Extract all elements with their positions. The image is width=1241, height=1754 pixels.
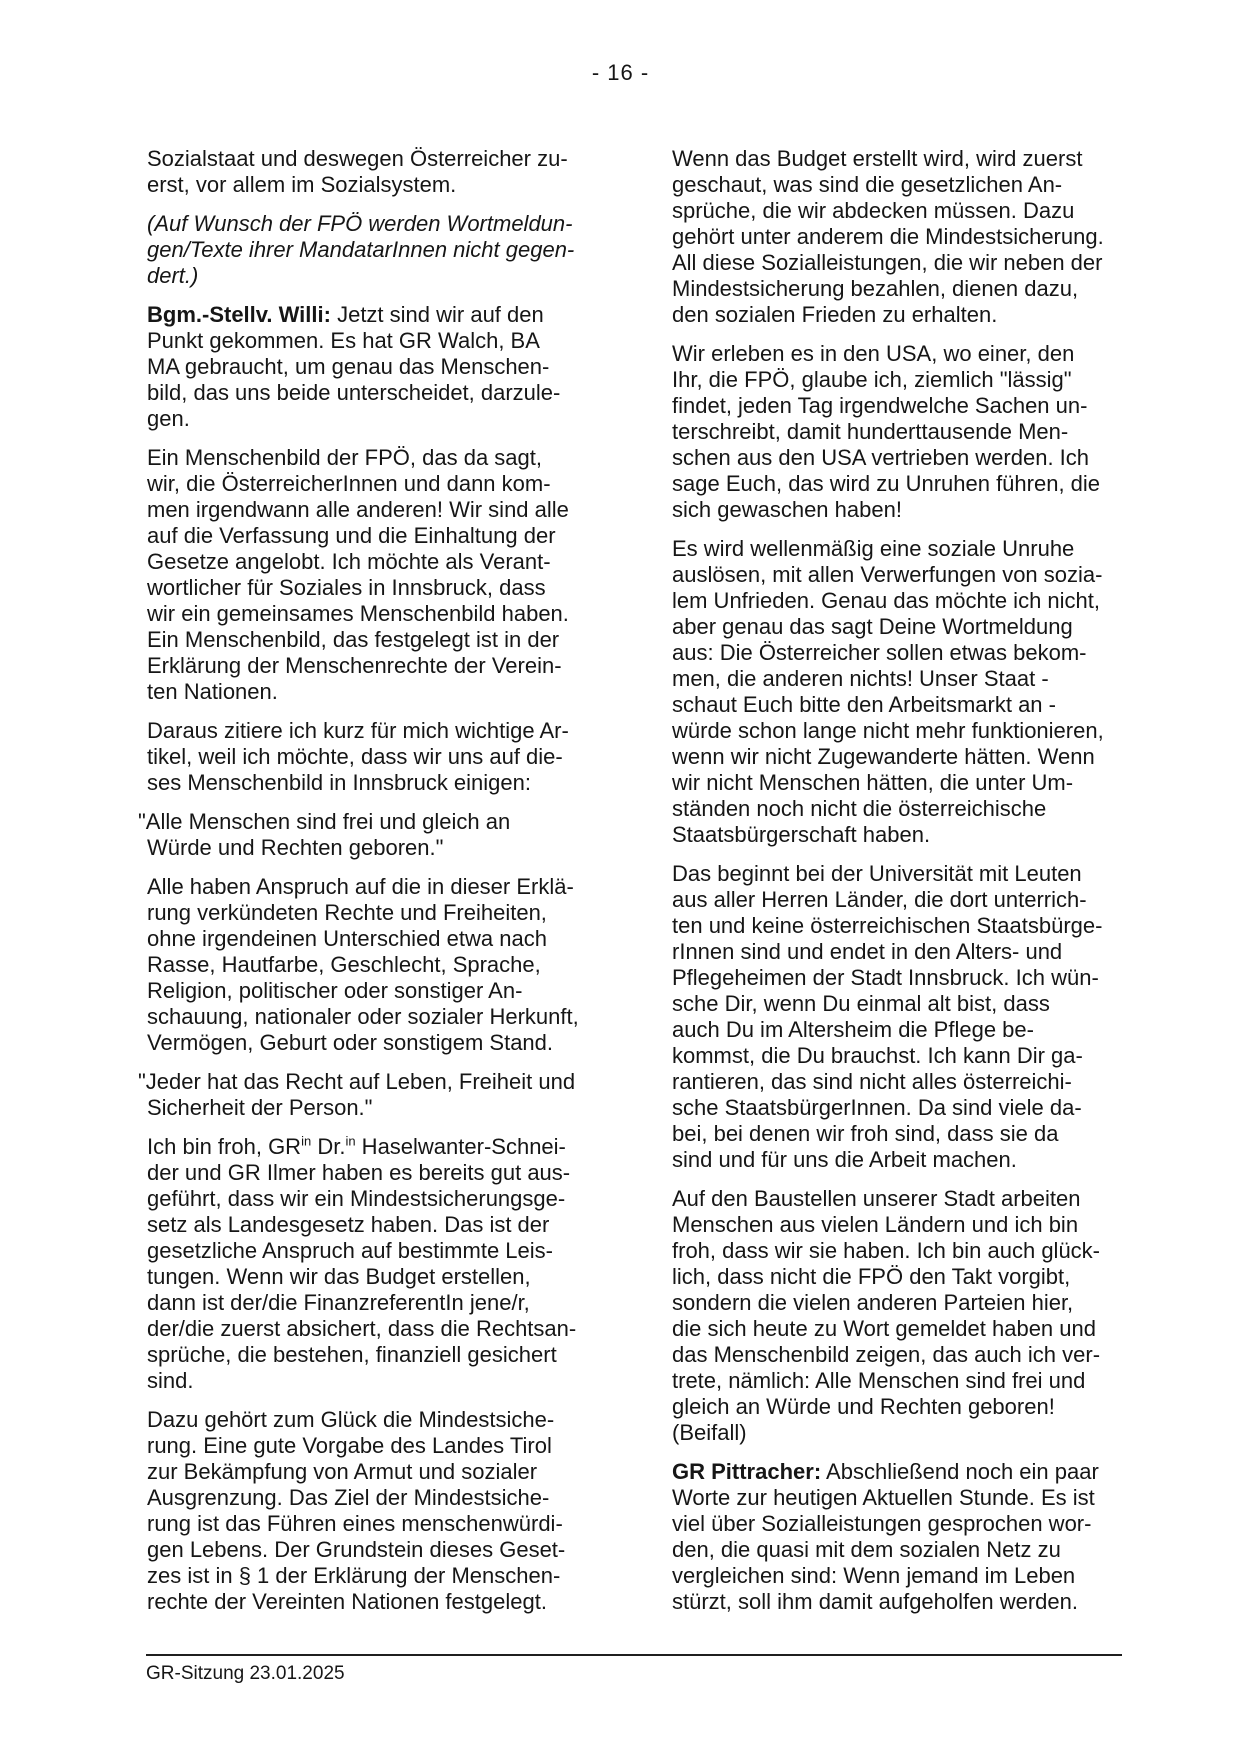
paragraph: Ein Menschenbild der FPÖ, das da sagt, wir, die ÖsterreicherInnen und dann kom- men irgendwann alle anderen! Wir sind alle auf die Verfassung und die Einhaltung der Gesetze angelobt. Ich möchte als Verant- wortlicher für Soziales in Innsbruck, dass wir ein gemeinsames Menschenbild haben. Ein Menschenbild, das festgelegt ist in der Erklärung der Menschenrechte der Verein- ten Nationen. [147, 445, 569, 704]
paragraph: GR Pittracher: Abschließend noch ein paar Worte zur heutigen Aktuellen Stunde. Es ist viel über Sozialleistungen gesprochen wor- den, die quasi mit dem sozialen Netz zu vergleichen sind: Wenn jemand im Leben stürzt, soll ihm damit aufgeholfen werden. [672, 1459, 1099, 1614]
paragraph: "Jeder hat das Recht auf Leben, Freiheit und Sicherheit der Person." [138, 1069, 576, 1120]
paragraph: Auf den Baustellen unserer Stadt arbeiten Menschen aus vielen Ländern und ich bin froh, dass wir sie haben. Ich bin auch glück- lich, dass nicht die FPÖ den Takt vorgibt, sondern die vielen anderen Parteien hier, die sich heute zu Wort gemeldet haben und das Menschenbild zeigen, das auch ich ver- trete, nämlich: Alle Menschen sind frei und gleich an Würde und Rechten geboren! (Beifall) [672, 1186, 1101, 1445]
paragraph: Das beginnt bei der Universität mit Leuten aus aller Herren Länder, die dort unterrich- ten und keine österreichischen Staatsbürge- rInnen sind und endet in den Alters- und Pflegeheimen der Stadt Innsbruck. Ich wün- sche Dir, wenn Du einmal alt bist, dass auch Du im Altersheim die Pflege be- kommst, die Du brauchst. Ich kann Dir ga- rantieren, das sind nicht alles österreichi- sche StaatsbürgerInnen. Da sind viele da- bei, bei denen wir froh sind, dass sie da sind und für uns die Arbeit machen. [672, 861, 1103, 1172]
paragraph: Bgm.-Stellv. Willi: Jetzt sind wir auf den Punkt gekommen. Es hat GR Walch, BA MA gebraucht, um genau das Menschen- bild, das uns beide unterscheidet, darzule- gen. [147, 302, 561, 431]
paragraph: Es wird wellenmäßig eine soziale Unruhe auslösen, mit allen Verwerfungen von sozia- lem Unfrieden. Genau das möchte ich nicht, aber genau das sagt Deine Wortmeldung aus: Die Österreicher sollen etwas bekom- men, die anderen nichts! Unser Staat - schaut Euch bitte den Arbeitsmarkt an - würde schon lange nicht mehr funktionieren, wenn wir nicht Zugewanderte hätten. Wenn wir nicht Menschen hätten, die unter Um- ständen noch nicht die österreichische Staatsbürgerschaft haben. [672, 536, 1104, 847]
paragraph: Wenn das Budget erstellt wird, wird zuerst geschaut, was sind die gesetzlichen An- sprüche, die wir abdecken müssen. Dazu gehört unter anderem die Mindestsicherung. All diese Sozialleistungen, die wir neben der Mindestsicherung bezahlen, dienen dazu, den sozialen Frieden zu erhalten. [672, 146, 1104, 327]
footer-divider [146, 1654, 1122, 1656]
paragraph: Dazu gehört zum Glück die Mindestsiche- rung. Eine gute Vorgabe des Landes Tirol zur Bekämpfung von Armut und sozialer Ausgrenzung. Das Ziel der Mindestsiche- rung ist das Führen eines menschenwürdi- gen Lebens. Der Grundstein dieses Geset- zes ist in § 1 der Erklärung der Menschen- rechte der Vereinten Nationen festgelegt. [147, 1407, 566, 1614]
paragraph: Ich bin froh, $GR^{in}$ Dr.$^{in}$ Haselwanter-Schnei- der und GR Ilmer haben es bereits gut aus- geführt, dass wir ein Mindestsicherungsge- setz als Landesgesetz haben. Das ist der gesetzliche Anspruch auf bestimmte Leis- tungen. Wenn wir das Budget erstellen, dann ist der/die FinanzreferentIn jene/r, der/die zuerst absichert, dass die Rechtsan- sprüche, die bestehen, finanziell gesichert sind. [147, 1133, 577, 1393]
paragraph: Wir erleben es in den USA, wo einer, den Ihr, die FPÖ, glaube ich, ziemlich "lässig" findet, jeden Tag irgendwelche Sachen un- terschreibt, damit hunderttausende Men- schen aus den USA vertrieben werden. Ich sage Euch, das wird zu Unruhen führen, die sich gewaschen haben! [672, 341, 1101, 522]
footer-session-label: GR-Sitzung 23.01.2025 [146, 1663, 345, 1684]
paragraph: Sozialstaat und deswegen Österreicher zu- erst, vor allem im Sozialsystem. [147, 146, 568, 197]
right-column [672, 146, 1154, 1615]
page-number: - 16 - [591, 60, 650, 85]
paragraph: (Auf Wunsch der FPÖ werden Wortmeldun- gen/Texte ihrer MandatarInnen nicht gegen- dert.) [147, 211, 575, 288]
paragraph: Alle haben Anspruch auf die in dieser Erklä- rung verkündeten Rechte und Freiheiten, ohne irgendeinen Unterschied etwa nach Rasse, Hautfarbe, Geschlecht, Sprache, Religion, politischer oder sonstiger An- schauung, nationaler oder sozialer Herkunft, Vermögen, Geburt oder sonstigem Stand. [147, 874, 579, 1055]
paragraph: "Alle Menschen sind frei und gleich an Würde und Rechten geboren." [138, 809, 511, 860]
left-column [138, 146, 629, 1615]
paragraph: Daraus zitiere ich kurz für mich wichtige Ar- tikel, weil ich möchte, dass wir uns auf die- ses Menschenbild in Innsbruck einigen: [147, 718, 569, 795]
